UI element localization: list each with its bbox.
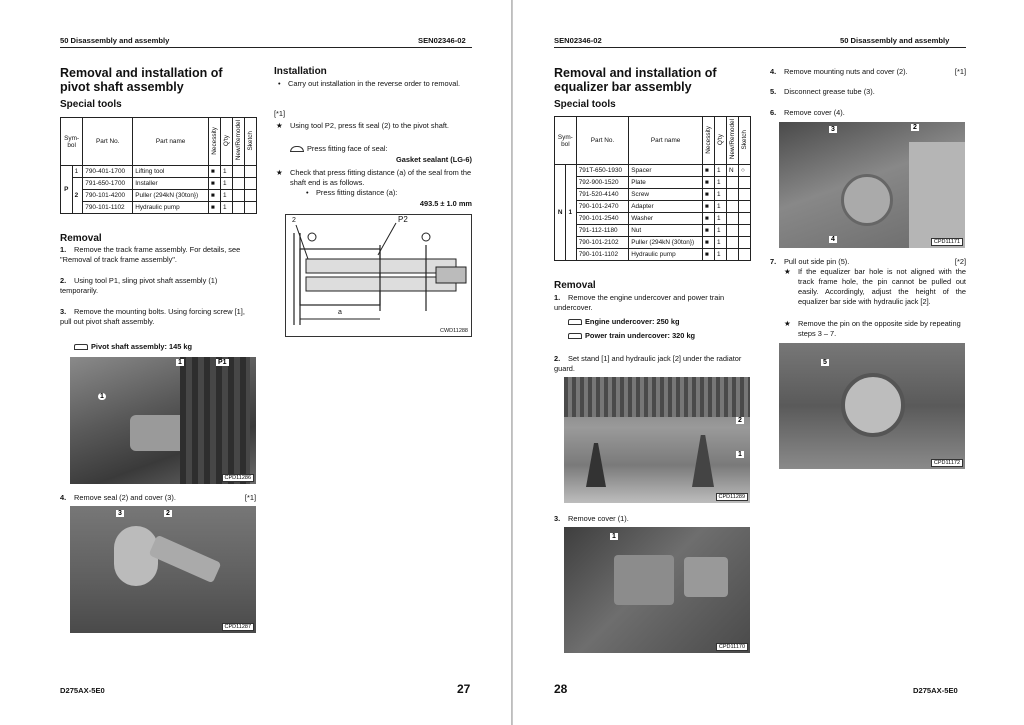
col-sketch: Sketch bbox=[247, 130, 254, 151]
table-row bbox=[61, 190, 257, 202]
step-number: 5. bbox=[770, 87, 777, 96]
step-1 bbox=[60, 245, 256, 265]
title-line: equalizer bar assembly bbox=[554, 80, 692, 94]
header-section: 50 Disassembly and assembly bbox=[60, 36, 170, 45]
step-1 bbox=[554, 293, 750, 313]
weight-icon bbox=[568, 319, 582, 325]
table-row bbox=[61, 166, 257, 178]
press-distance-value: 493.5 ± 1.0 mm bbox=[419, 199, 472, 208]
cell-qty: 1 bbox=[715, 237, 727, 249]
callout-label: 4 bbox=[831, 236, 835, 243]
special-tools-heading: Special tools bbox=[554, 99, 616, 110]
table-row bbox=[555, 177, 751, 189]
col-part-no: Part No. bbox=[576, 117, 629, 165]
cell-qty: 1 bbox=[221, 190, 233, 202]
cell-sketch bbox=[739, 237, 751, 249]
cell-new-remodel bbox=[727, 237, 739, 249]
press-distance-label bbox=[306, 188, 397, 198]
step-number: 1. bbox=[60, 245, 67, 254]
installation-bullet bbox=[278, 79, 472, 89]
cell-necessity: ■ bbox=[703, 249, 715, 261]
cell-part-name: Puller (294kN {30ton}) bbox=[133, 190, 209, 202]
press-face-text: Press fitting face of seal: bbox=[307, 144, 388, 153]
cell-part-no: 791-650-1700 bbox=[83, 178, 133, 190]
star-icon: ★ bbox=[276, 121, 283, 130]
right-page bbox=[513, 0, 1024, 725]
cell-qty: 1 bbox=[715, 177, 727, 189]
table-row bbox=[555, 189, 751, 201]
cell-part-name: Hydraulic pump bbox=[629, 249, 703, 261]
step-text: Remove the engine undercover and power train undercover. bbox=[554, 293, 725, 312]
star-icon: ★ bbox=[276, 168, 283, 177]
cell-qty: 1 bbox=[221, 178, 233, 190]
table-row bbox=[61, 178, 257, 190]
diagram-pivot-installer bbox=[285, 214, 472, 337]
cell-sketch bbox=[739, 249, 751, 261]
cell-part-name: Plate bbox=[629, 177, 703, 189]
star-text: Remove the pin on the opposite side by repeating steps 3 – 7. bbox=[798, 319, 961, 338]
gasket-value: Gasket sealant (LG-6) bbox=[396, 155, 472, 164]
cell-part-no: 790-101-4200 bbox=[83, 190, 133, 202]
sealant-icon bbox=[290, 146, 304, 152]
cell-symbol: P bbox=[61, 166, 73, 214]
cell-necessity: ■ bbox=[703, 189, 715, 201]
step-ref: [*1] bbox=[954, 67, 966, 76]
col-new-remodel: New/Remodel bbox=[235, 120, 242, 161]
step-2 bbox=[60, 276, 256, 296]
cell-symbol: N bbox=[555, 165, 566, 261]
cell-new-remodel bbox=[727, 189, 739, 201]
step-number: 4. bbox=[770, 67, 777, 76]
photo-caption: CPD11171 bbox=[931, 238, 963, 246]
special-tools-heading: Special tools bbox=[60, 99, 122, 110]
table-row bbox=[555, 237, 751, 249]
photo-caption: CPD11172 bbox=[931, 459, 963, 467]
cover-shape bbox=[614, 555, 674, 605]
table-row bbox=[555, 201, 751, 213]
header-rule bbox=[60, 47, 472, 48]
cell-part-name: Adapter bbox=[629, 201, 703, 213]
photo-pivot-shaft bbox=[70, 357, 256, 484]
press-distance-text: Press fitting distance (a): bbox=[316, 188, 398, 197]
col-qty: Q'ty bbox=[223, 134, 230, 147]
cell-new-remodel bbox=[233, 178, 245, 190]
cell-new-remodel bbox=[727, 225, 739, 237]
weight-icon bbox=[74, 344, 88, 350]
cell-part-no: 790-101-2102 bbox=[576, 237, 629, 249]
callout-label: 1 bbox=[738, 451, 742, 458]
table-row bbox=[555, 165, 751, 177]
cell-sketch: ○ bbox=[739, 165, 751, 177]
installation-heading: Installation bbox=[274, 66, 327, 77]
step-number: 3. bbox=[554, 514, 561, 523]
step-number: 4. bbox=[60, 493, 67, 502]
step-text: Remove cover (4). bbox=[784, 108, 845, 117]
page-title bbox=[554, 66, 717, 94]
cell-new-remodel bbox=[233, 166, 245, 178]
step-text: Remove seal (2) and cover (3). bbox=[74, 493, 176, 502]
cell-sketch bbox=[739, 177, 751, 189]
cell-qty: 1 bbox=[715, 249, 727, 261]
diagram-label: P2 bbox=[398, 215, 408, 224]
cell-part-name: Washer bbox=[629, 213, 703, 225]
step-text: Pull out side pin (5). bbox=[784, 257, 850, 266]
cell-new-remodel bbox=[727, 201, 739, 213]
cell-necessity: ■ bbox=[209, 166, 221, 178]
cell-sketch bbox=[739, 213, 751, 225]
cell-sketch bbox=[739, 225, 751, 237]
weight-note-2 bbox=[568, 331, 695, 341]
weight-note-1 bbox=[568, 317, 679, 327]
header-doc-id: SEN02346-02 bbox=[418, 36, 466, 45]
stand-shape bbox=[692, 435, 714, 487]
cell-new-remodel bbox=[727, 177, 739, 189]
cell-necessity: ■ bbox=[703, 225, 715, 237]
removal-heading: Removal bbox=[554, 280, 596, 291]
photo-stand-jack bbox=[564, 377, 750, 503]
pin-cover-shape bbox=[841, 174, 893, 226]
callout-label: 2 bbox=[738, 417, 742, 424]
cell-part-no: 791-112-1180 bbox=[576, 225, 629, 237]
photo-caption: CPD11287 bbox=[222, 623, 255, 631]
footer-model: D275AX-5E0 bbox=[913, 686, 958, 695]
cell-new-remodel bbox=[233, 190, 245, 202]
step-5 bbox=[770, 87, 966, 97]
callout-label: 3 bbox=[118, 510, 122, 517]
step-text: Remove the mounting bolts. Using forcing screw [1], pull out pivot shaft assembly. bbox=[60, 307, 245, 326]
cell-part-name: Installer bbox=[133, 178, 209, 190]
cell-necessity: ■ bbox=[703, 201, 715, 213]
ref-1: [*1] bbox=[274, 109, 286, 118]
shaft-shape bbox=[149, 535, 222, 584]
star-text: Using tool P2, press fit seal (2) to the pivot shaft. bbox=[290, 121, 449, 130]
header-doc-id: SEN02346-02 bbox=[554, 36, 602, 45]
cell-no: 1 bbox=[566, 165, 576, 261]
callout-label: 5 bbox=[823, 359, 827, 366]
header-rule bbox=[554, 47, 966, 48]
callout-label: 3 bbox=[831, 126, 835, 133]
step-text: Disconnect grease tube (3). bbox=[784, 87, 875, 96]
title-line: pivot shaft assembly bbox=[60, 80, 184, 94]
callout-label: 2 bbox=[166, 510, 170, 517]
step-3 bbox=[60, 307, 256, 327]
step-text: Using tool P1, sling pivot shaft assembly (1) temporarily. bbox=[60, 276, 218, 295]
track-shape bbox=[180, 357, 250, 484]
star-note-1 bbox=[276, 121, 472, 131]
step-4 bbox=[60, 493, 256, 503]
special-tools-table bbox=[554, 116, 751, 261]
cell-qty: 1 bbox=[221, 202, 233, 214]
title-line: Removal and installation of bbox=[60, 66, 223, 80]
photo-side-pin bbox=[779, 343, 965, 469]
cell-part-name: Hydraulic pump bbox=[133, 202, 209, 214]
page-title bbox=[60, 66, 223, 94]
step-7 bbox=[770, 257, 966, 267]
cell-new-remodel bbox=[233, 202, 245, 214]
cover-shape bbox=[684, 557, 728, 597]
weight-note bbox=[74, 342, 192, 352]
col-new-remodel: New/Remodel bbox=[729, 119, 736, 160]
cell-new-remodel: N bbox=[727, 165, 739, 177]
star-note-1 bbox=[784, 267, 966, 307]
step-number: 3. bbox=[60, 307, 67, 316]
photo-cover-1 bbox=[564, 527, 750, 653]
cell-part-name: Nut bbox=[629, 225, 703, 237]
diagram-label: 2 bbox=[292, 217, 296, 224]
callout-label: 1 bbox=[178, 359, 182, 366]
cell-qty: 1 bbox=[221, 166, 233, 178]
table-row bbox=[555, 249, 751, 261]
cell-part-no: 790-101-1102 bbox=[83, 202, 133, 214]
step-2 bbox=[554, 354, 750, 374]
page-number: 28 bbox=[554, 682, 568, 696]
step-number: 2. bbox=[554, 354, 561, 363]
star-text: Check that press fitting distance (a) of the seal from the shaft end is as follows. bbox=[290, 168, 472, 187]
title-line: Removal and installation of bbox=[554, 66, 717, 80]
table-header-row bbox=[61, 118, 257, 166]
photo-cover-4 bbox=[779, 122, 965, 248]
cell-part-no: 790-101-1102 bbox=[576, 249, 629, 261]
cell-sketch bbox=[245, 190, 257, 202]
photo-seal-cover bbox=[70, 506, 256, 633]
cell-necessity: ■ bbox=[209, 190, 221, 202]
cell-necessity: ■ bbox=[703, 177, 715, 189]
callout-label: 1 bbox=[612, 533, 616, 540]
cell-sketch bbox=[245, 166, 257, 178]
bullet-icon: • bbox=[278, 79, 281, 88]
step-3 bbox=[554, 514, 750, 524]
cell-qty: 1 bbox=[715, 225, 727, 237]
col-part-no: Part No. bbox=[83, 118, 133, 166]
star-note-2 bbox=[276, 168, 472, 188]
step-4 bbox=[770, 67, 966, 77]
table-row bbox=[61, 202, 257, 214]
frame-shape bbox=[909, 142, 965, 248]
cell-sketch bbox=[739, 201, 751, 213]
cell-part-no: 792-900-1520 bbox=[576, 177, 629, 189]
table-header-row bbox=[555, 117, 751, 165]
table-row bbox=[555, 225, 751, 237]
step-text: Remove the track frame assembly. For details, see "Removal of track frame assembly". bbox=[60, 245, 241, 264]
cell-qty: 1 bbox=[715, 213, 727, 225]
photo-caption: CPD11289 bbox=[716, 493, 749, 501]
step-number: 6. bbox=[770, 108, 777, 117]
cell-part-name: Puller (294kN {30ton}) bbox=[629, 237, 703, 249]
col-necessity: Necessity bbox=[705, 125, 712, 154]
col-symbol: Sym-bol bbox=[555, 117, 577, 165]
bullet-text: Carry out installation in the reverse order to removal. bbox=[288, 79, 461, 88]
cell-necessity: ■ bbox=[703, 237, 715, 249]
cell-new-remodel bbox=[727, 213, 739, 225]
removal-heading: Removal bbox=[60, 233, 102, 244]
step-ref: [*2] bbox=[954, 257, 966, 266]
col-sketch: Sketch bbox=[741, 129, 748, 150]
cell-part-no: 791T-650-1930 bbox=[576, 165, 629, 177]
cell-sketch bbox=[245, 178, 257, 190]
star-icon: ★ bbox=[784, 267, 791, 276]
step-number: 2. bbox=[60, 276, 67, 285]
installer-drawing bbox=[286, 215, 471, 336]
col-qty: Q'ty bbox=[717, 133, 724, 146]
table-row bbox=[555, 213, 751, 225]
cell-part-name: Lifting tool bbox=[133, 166, 209, 178]
stand-shape bbox=[586, 443, 606, 487]
diagram-caption: CWD11288 bbox=[439, 328, 468, 334]
star-text: If the equalizer bar hole is not aligned with the track frame hole, the pin cannot be pulled out easily. Accordingly, adjust the height of the equalizer bar side with hydraulic jack [2]. bbox=[798, 267, 966, 306]
cell-qty: 1 bbox=[715, 201, 727, 213]
callout-label: P1 bbox=[218, 359, 227, 366]
step-text: Remove mounting nuts and cover (2). bbox=[784, 67, 908, 76]
col-part-name: Part name bbox=[133, 118, 209, 166]
weight-icon bbox=[568, 333, 582, 339]
callout-label: 1 bbox=[100, 393, 104, 400]
photo-caption: CPD11286 bbox=[222, 474, 255, 482]
cell-qty: 1 bbox=[715, 165, 727, 177]
star-icon: ★ bbox=[784, 319, 791, 328]
cell-part-no: 791-520-4140 bbox=[576, 189, 629, 201]
weight-text: Pivot shaft assembly: 145 kg bbox=[91, 342, 193, 351]
cell-qty: 1 bbox=[715, 189, 727, 201]
special-tools-table bbox=[60, 117, 257, 214]
bullet-icon: • bbox=[306, 188, 309, 197]
cell-part-name: Screw bbox=[629, 189, 703, 201]
cell-new-remodel bbox=[727, 249, 739, 261]
step-text: Remove cover (1). bbox=[568, 514, 629, 523]
cell-part-no: 790-401-1700 bbox=[83, 166, 133, 178]
col-symbol: Sym-bol bbox=[61, 118, 83, 166]
header-section: 50 Disassembly and assembly bbox=[840, 36, 950, 45]
cell-necessity: ■ bbox=[703, 213, 715, 225]
step-ref: [*1] bbox=[244, 493, 256, 502]
diagram-label: a bbox=[338, 309, 342, 316]
footer-model: D275AX-5E0 bbox=[60, 686, 105, 695]
cell-necessity: ■ bbox=[703, 165, 715, 177]
cell-part-no: 790-101-2540 bbox=[576, 213, 629, 225]
cell-necessity: ■ bbox=[209, 178, 221, 190]
press-face-note bbox=[290, 144, 388, 154]
photo-caption: CPD11170 bbox=[716, 643, 748, 651]
callout-label: 2 bbox=[913, 124, 917, 131]
cell-sketch bbox=[245, 202, 257, 214]
step-number: 7. bbox=[770, 257, 777, 266]
cell-no: 1 bbox=[72, 166, 83, 178]
cell-no: 2 bbox=[72, 178, 83, 214]
step-6 bbox=[770, 108, 966, 118]
page-number: 27 bbox=[457, 682, 471, 696]
cell-necessity: ■ bbox=[209, 202, 221, 214]
weight-text: Engine undercover: 250 kg bbox=[585, 317, 680, 326]
cell-part-no: 790-101-2470 bbox=[576, 201, 629, 213]
cell-sketch bbox=[739, 189, 751, 201]
side-pin-shape bbox=[841, 373, 905, 437]
weight-text: Power train undercover: 320 kg bbox=[585, 331, 696, 340]
col-necessity: Necessity bbox=[211, 126, 218, 155]
cell-part-name: Spacer bbox=[629, 165, 703, 177]
step-number: 1. bbox=[554, 293, 561, 302]
radiator-guard-shape bbox=[564, 377, 750, 417]
step-text: Set stand [1] and hydraulic jack [2] under the radiator guard. bbox=[554, 354, 742, 373]
star-note-2 bbox=[784, 319, 966, 339]
col-part-name: Part name bbox=[629, 117, 703, 165]
